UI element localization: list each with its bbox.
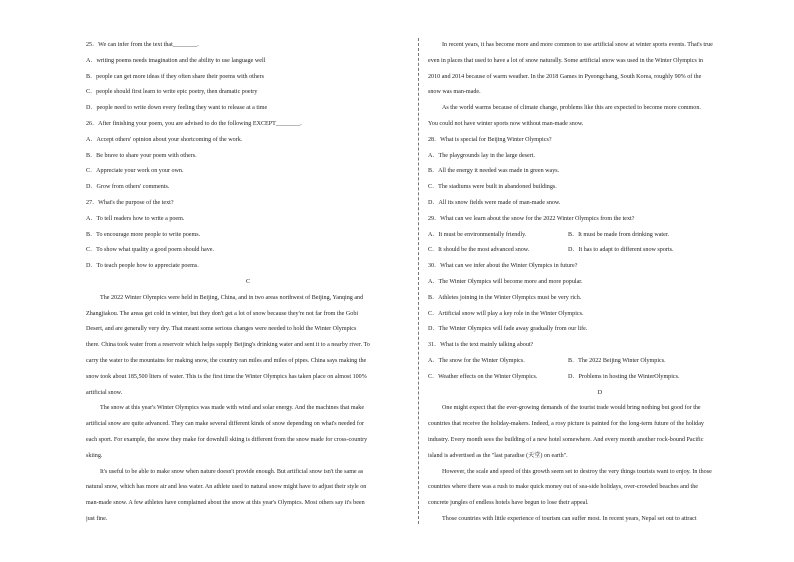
text-line: island is advertised as the "last paradise (天堂) on earth". [428, 452, 568, 459]
option-row [428, 370, 772, 386]
option-text: D．Problems in hosting the WinterOlympics. [568, 373, 680, 380]
option-text: C．It should be the most advanced snow. [428, 247, 530, 254]
text-line: 26．After finishing your poem, you are advised to do the following EXCEPT________. [86, 120, 302, 127]
text-line: man-made snow. A few athletes have complained about the snow at this year's Olympics. Most others say it's been [86, 500, 365, 507]
text-line: snow took about 185,500 liters of water. This is the first time the Winter Olympics has taken place on almost 100% [86, 373, 367, 380]
text-line: Zhangjiakou. The areas get cold in winter, but they don't get a lot of snow because they're not far from the Gobi [86, 310, 359, 317]
text-line: D．The Winter Olympics will fade away gradually from our life. [428, 326, 588, 333]
option-row [428, 228, 772, 244]
option-text: D．It has to adapt to different snow sports. [568, 247, 674, 254]
text-line: 29．What can we learn about the snow for the 2022 Winter Olympics from the text? [428, 215, 635, 222]
text-line: However, the scale and speed of this growth seem set to destroy the very things tourists want to enjoy. In those [442, 468, 712, 475]
text-line: B．Athletes joining in the Winter Olympics must be very rich. [428, 294, 582, 301]
text-line: countries where there was a rush to make quick money out of sea-side holidays, over-crowded beaches and the [428, 484, 698, 491]
right-column [428, 38, 772, 528]
text-line: B．To encourage more people to write poems. [86, 231, 201, 238]
text-line: countries that receive the holiday-makers. Indeed, a rosy picture is painted for the long-term future of the holiday [428, 421, 704, 428]
text-line: natural snow, which has more air and less water. An athlete used to natural snow might have to adjust their style on [86, 484, 367, 491]
text-line: even in places that used to have a lot of snow naturally. Some artificial snow was used in the Winter Olympics in [428, 57, 704, 64]
column-divider [418, 38, 419, 524]
text-line: In recent years, it has become more and more common to use artificial snow at winter sports events. That's true [442, 42, 713, 48]
option-text: B．It must be made from drinking water. [568, 231, 670, 238]
text-line: A．The playgrounds lay in the large desert. [428, 152, 536, 159]
text-line: C．To show what quality a good poem should have. [86, 247, 215, 254]
text-line: D．To teach people how to appreciate poems. [86, 263, 199, 270]
text-line: snow was man-made. [428, 89, 481, 96]
text-line: The snow at this year's Winter Olympics was made with wind and solar energy. And the machines that make [100, 405, 365, 412]
text-line: B．Be brave to share your poem with others. [86, 152, 197, 159]
text-line: each sport. For example, the snow they make for downhill skiing is different from the snow made for cross-country [86, 436, 368, 443]
text-line: D．people need to write down every feeling they want to release at a time [86, 105, 268, 112]
text-line: You could not have winter sports now without man-made snow. [428, 120, 584, 127]
text-line: As the world warms because of climate change, problems like this are expected to become more common. [442, 105, 701, 112]
text-line: just fine. [86, 515, 108, 522]
text-line: It's useful to be able to make snow when nature doesn't provide enough. But artificial snow isn't the same as [100, 468, 364, 475]
text-line: A．To tell readers how to write a poem. [86, 215, 185, 222]
option-text: A．It must be environmentally friendly. [428, 231, 527, 238]
text-line: D．Grow from others' comments. [86, 184, 170, 191]
text-line: carry the water to the mountains for making snow, the country ran miles and miles of pipes. China says making the [86, 357, 367, 364]
text-line: 2010 and 2014 because of warm weather. In the 2018 Games in Pyeongchang, South Korea, roughly 90% of the [428, 73, 702, 80]
text-line: C．Artificial snow will play a key role in the Winter Olympics. [428, 310, 584, 317]
text-line: 25．We can infer from the text that________. [86, 42, 199, 48]
text-line: Those countries with little experience of tourism can suffer most. In recent years, Nepal set out to attract [442, 515, 697, 522]
option-row [428, 354, 772, 370]
text-line: 28．What is special for Beijing Winter Olympics? [428, 136, 552, 143]
option-text: B．The 2022 Beijing Winter Olympics. [568, 357, 666, 364]
text-line: The 2022 Winter Olympics were held in Beijing, China, and in two areas northwest of Beijing, Yanqing and [100, 294, 364, 301]
text-line: artificial snow are quite advanced. They can make several different kinds of snow depending on what's needed for [86, 421, 365, 428]
text-line: A．writing poems needs imagination and the ability to use language well [86, 57, 266, 64]
option-row [428, 243, 772, 259]
text-line: concrete jungles of endless hotels have begun to lose their appeal. [428, 500, 589, 507]
text-line: A．The Winter Olympics will become more and more popular. [428, 278, 583, 285]
text-line: B．people can get more ideas if they often share their poems with others [86, 73, 265, 80]
text-line: C．The stadiums were built in abandoned buildings. [428, 184, 557, 191]
text-line: C．Appreciate your work on your own. [86, 168, 184, 175]
text-line: One might expect that the ever-growing demands of the tourist trade would bring nothing but good for the [442, 405, 701, 412]
text-line: C．people should first learn to write epic poetry, then dramatic poetry [86, 89, 258, 96]
text-line: 31．What is the text mainly talking about? [428, 342, 534, 349]
text-line: B．All the energy it needed was made in green ways. [428, 168, 560, 175]
option-text: C．Weather effects on the Winter Olympics. [428, 373, 538, 380]
text-line: A．Accept others' opinion about your shortcoming of the work. [86, 136, 243, 143]
text-line: Desert, and are generally very dry. That meant some serious changes were needed to hold the Winter Olympics [86, 326, 357, 333]
text-line: industry. Every month sees the building of a new hotel somewhere. And every month another rock-bound Pacific [428, 436, 704, 443]
text-line: 30．What can we infer about the Winter Olympics in future? [428, 263, 578, 270]
text-line: artificial snow. [86, 389, 123, 396]
text-line: 27．What's the purpose of the text? [86, 199, 174, 206]
text-line: skiing. [86, 452, 103, 459]
option-text: A．The snow for the Winter Olympics. [428, 357, 525, 364]
text-line: D．All its snow fields were made of man-made snow. [428, 199, 561, 206]
section-heading: D [597, 389, 603, 396]
left-column [86, 38, 410, 528]
text-line: there. China took water from a reservoir which helps supply Beijing's drinking water and sent it to a nearby river. To [86, 342, 370, 349]
section-heading: C [245, 278, 251, 285]
